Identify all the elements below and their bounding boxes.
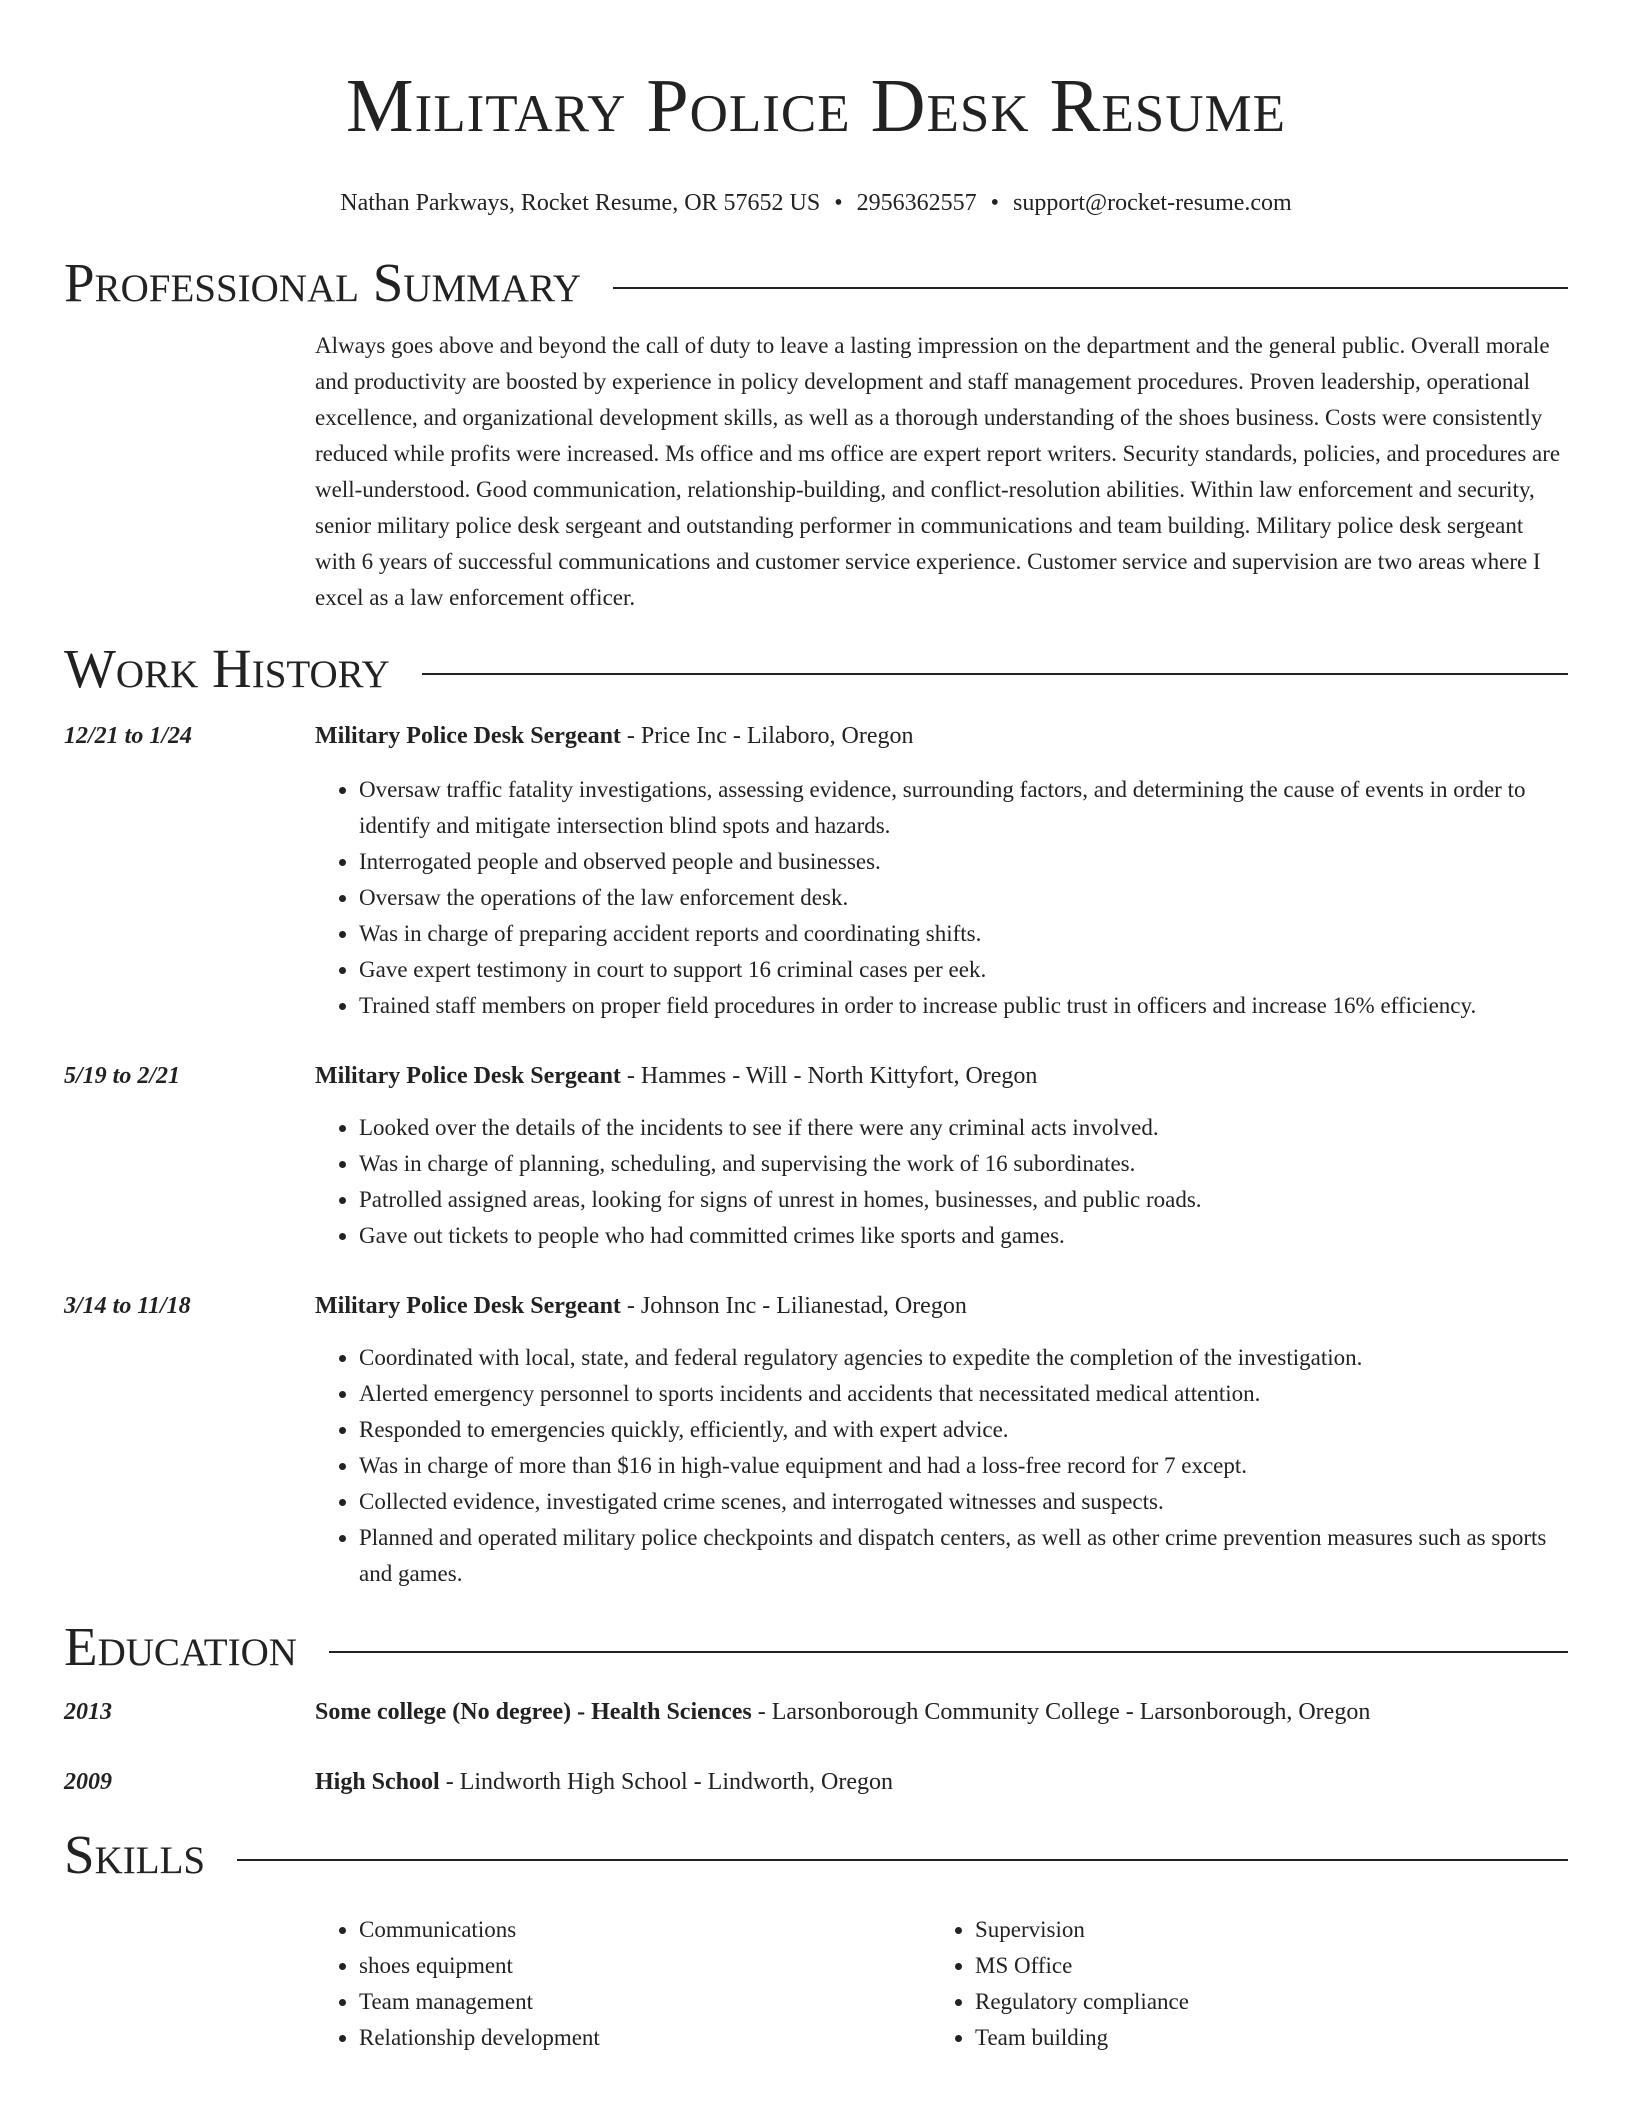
job-entry [64, 718, 1568, 1024]
skill-item: • Team building [975, 2020, 1547, 2056]
list-item: • Looked over the details of the incidents to see if there were any criminal acts involved. [359, 1110, 1568, 1146]
phone: 2956362557 [856, 190, 977, 216]
section-divider [237, 1859, 1568, 1861]
job-title: Military Police Desk Sergeant [315, 1293, 621, 1319]
skill-item: • Communications [359, 1912, 931, 1948]
list-item: • Was in charge of preparing accident reports and coordinating shifts. [359, 916, 1568, 952]
education-school: - Larsonborough Community College - Larsonborough, Oregon [751, 1699, 1371, 1725]
section-divider [613, 287, 1568, 289]
skills-list [315, 1912, 1568, 2056]
job-dates: 12/21 to 1/24 [64, 723, 193, 749]
education-year: 2013 [64, 1699, 112, 1725]
section-divider [329, 1651, 1568, 1653]
list-item: • Gave expert testimony in court to support 16 criminal cases per eek. [359, 952, 1568, 988]
skill-item: • shoes equipment [359, 1948, 931, 1984]
education-degree: Some college (No degree) - Health Sciences [315, 1699, 752, 1725]
separator: • [834, 190, 843, 216]
job-title-line [315, 1058, 1568, 1094]
education-line [315, 1694, 1568, 1730]
job-bullets [315, 772, 1568, 1024]
resume-title: Military Police Desk Resume [346, 64, 1286, 148]
education-year: 2009 [64, 1769, 112, 1795]
skill-item: • Regulatory compliance [975, 1984, 1547, 2020]
list-item: • Responded to emergencies quickly, efficiently, and with expert advice. [359, 1412, 1568, 1448]
education-entry [64, 1694, 1568, 1730]
skill-item: • Supervision [975, 1912, 1547, 1948]
job-title: Military Police Desk Sergeant [315, 1063, 621, 1089]
skills-column-right [931, 1912, 1547, 2056]
section-header-summary [64, 248, 1568, 318]
section-header-skills [64, 1820, 1568, 1890]
list-item: • Was in charge of planning, scheduling, and supervising the work of 16 subordinates. [359, 1146, 1568, 1182]
skill-item: • MS Office [975, 1948, 1547, 1984]
section-title: Education [64, 1616, 297, 1677]
job-title-line [315, 1288, 1568, 1324]
summary-text: Always goes above and beyond the call of duty to leave a lasting impression on the department and the general public. Overall morale and productivity are boosted by experience in policy development and staff management procedures. Proven leadership, operational excellence, and organizational development skills, as well as a thorough understanding of the shoes business. Costs were consistently reduced while profits were increased. Ms office and ms office are expert report writers. Security standards, policies, and procedures are well-understood. Good communication, relationship-building, and conflict-resolution abilities. Within law enforcement and security, senior military police desk sergeant and outstanding performer in communications and team building. Military police desk sergeant with 6 years of successful communications and customer service experience. Customer service and supervision are two areas where I excel as a law enforcement officer. [315, 333, 1561, 610]
job-entry [64, 1058, 1568, 1254]
skills-column-left [315, 1912, 931, 2056]
job-bullets [315, 1340, 1568, 1592]
education-line [315, 1764, 1568, 1800]
list-item: • Was in charge of more than $16 in high-value equipment and had a loss-free record for 7 except. [359, 1448, 1568, 1484]
section-header-education [64, 1612, 1568, 1682]
job-employer: - Price Inc - Lilaboro, Oregon [620, 723, 914, 749]
job-entry [64, 1288, 1568, 1592]
job-title: Military Police Desk Sergeant [315, 723, 621, 749]
list-item: • Gave out tickets to people who had committed crimes like sports and games. [359, 1218, 1568, 1254]
education-degree: High School [315, 1769, 440, 1795]
list-item: • Patrolled assigned areas, looking for signs of unrest in homes, businesses, and public roads. [359, 1182, 1568, 1218]
skill-item: • Relationship development [359, 2020, 931, 2056]
list-item: • Coordinated with local, state, and federal regulatory agencies to expedite the completion of the investigation. [359, 1340, 1568, 1376]
list-item: • Oversaw the operations of the law enforcement desk. [359, 880, 1568, 916]
education-school: - Lindworth High School - Lindworth, Oregon [439, 1769, 893, 1795]
section-divider [422, 673, 1568, 675]
list-item: • Oversaw traffic fatality investigations, assessing evidence, surrounding factors, and determining the cause of events in order to identify and mitigate intersection blind spots and hazards. [359, 772, 1568, 844]
job-employer: - Johnson Inc - Lilianestad, Oregon [620, 1293, 967, 1319]
section-title: Work History [64, 638, 390, 699]
education-entry [64, 1764, 1568, 1800]
job-title-line [315, 718, 1568, 754]
list-item: • Alerted emergency personnel to sports incidents and accidents that necessitated medical attention. [359, 1376, 1568, 1412]
email: support@rocket-resume.com [1013, 190, 1292, 216]
list-item: • Planned and operated military police checkpoints and dispatch centers, as well as other crime prevention measures such as sports and games. [359, 1520, 1568, 1592]
job-dates: 3/14 to 11/18 [64, 1293, 191, 1319]
job-employer: - Hammes - Will - North Kittyfort, Oregon [620, 1063, 1038, 1089]
list-item: • Interrogated people and observed people and businesses. [359, 844, 1568, 880]
section-header-work [64, 634, 1568, 704]
section-title: Professional Summary [64, 252, 582, 313]
separator: • [990, 190, 1000, 216]
job-bullets [315, 1110, 1568, 1254]
contact-line [0, 188, 1632, 218]
job-dates: 5/19 to 2/21 [64, 1063, 181, 1089]
address: Nathan Parkways, Rocket Resume, OR 57652 US [340, 190, 821, 216]
list-item: • Collected evidence, investigated crime scenes, and interrogated witnesses and suspects. [359, 1484, 1568, 1520]
section-title: Skills [64, 1824, 206, 1885]
skill-item: • Team management [359, 1984, 931, 2020]
list-item: • Trained staff members on proper field procedures in order to increase public trust in officers and increase 16% efficiency. [359, 988, 1568, 1024]
